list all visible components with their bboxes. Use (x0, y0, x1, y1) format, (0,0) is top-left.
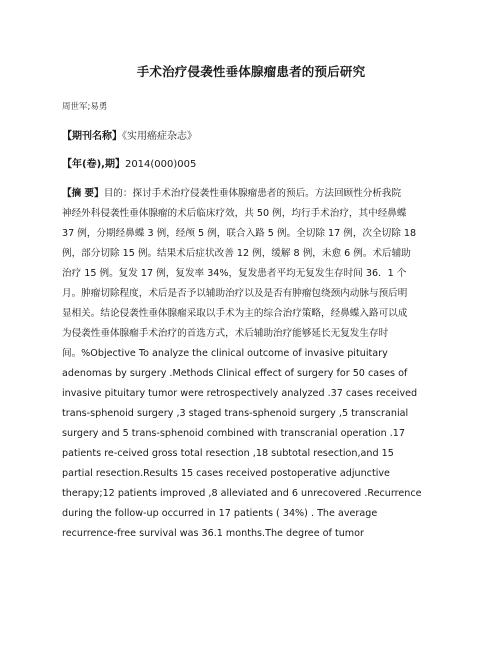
abstract-line: partial resection.Results 15 cases received postoperative adjunctive (62, 468, 390, 479)
journal-label: 【期刊名称】 (62, 131, 122, 142)
abstract-line: adenomas by surgery .Methods Clinical effect of surgery for 50 cases of (62, 368, 408, 379)
abstract-line: surgery and 5 trans-sphenoid combined with transcranial operation .17 (62, 428, 405, 439)
abstract-line: trans-sphenoid surgery ,3 staged trans-sphenoid surgery ,5 transcranial (62, 408, 409, 419)
abstract-line: 【摘 要】目的：探讨手术治疗侵袭性垂体腺瘤患者的预后。方法回顾性分析我院 (62, 188, 402, 199)
abstract-line: 例，部分切除 15 例。结果术后症状改善 12 例，缓解 8 例，未愈 6 例。术后辅助 (62, 248, 411, 259)
abstract (62, 184, 442, 544)
paper-title: 手术治疗侵袭性垂体腺瘤患者的预后研究 (136, 64, 366, 79)
year-issue-field (62, 155, 196, 170)
abstract-label: 【摘 要】 (62, 188, 104, 199)
year-issue-value: 2014(000)005 (124, 159, 197, 170)
abstract-line: recurrence-free survival was 36.1 months.The degree of tumor (62, 528, 364, 539)
abstract-line: 月。肿瘤切除程度，术后是否予以辅助治疗以及是否有肿瘤包绕颈内动脉与预后明 (62, 288, 408, 299)
abstract-line: therapy;12 patients improved ,8 alleviated and 6 unrecovered .Recurrence (62, 488, 422, 499)
abstract-line: invasive pituitary tumor were retrospectively analyzed .37 cases received (62, 388, 418, 399)
journal-field (62, 127, 197, 142)
abstract-line: 为侵袭性垂体腺瘤手术治疗的首选方式，术后辅助治疗能够延长无复发生存时 (62, 328, 389, 339)
abstract-line: 显相关。结论侵袭性垂体腺瘤采取以手术为主的综合治疗策略，经鼻蝶入路可以成 (62, 308, 408, 319)
year-issue-label: 【年(卷),期】 (62, 159, 125, 170)
journal-value: 《实用癌症杂志》 (122, 131, 197, 142)
abstract-line: 间。%Objective To analyze the clinical outcome of invasive pituitary (62, 348, 388, 359)
abstract-line: patients re-ceived gross total resection ,18 subtotal resection,and 15 (62, 448, 394, 459)
abstract-line: 神经外科侵袭性垂体腺瘤的术后临床疗效，共 50 例，均行手术治疗，其中经鼻蝶 (62, 208, 407, 219)
abstract-line: during the follow-up occurred in 17 patients ( 34%) . The average (62, 508, 378, 519)
abstract-line: 37 例，分期经鼻蝶 3 例，经颅 5 例，联合入路 5 例。全切除 17 例，次全切除 18 (62, 228, 417, 239)
abstract-line: 治疗 15 例。复发 17 例，复发率 34%，复发患者平均无复发生存时间 36．1 个 (62, 268, 407, 279)
authors: 周世军;易勇 (62, 102, 108, 112)
